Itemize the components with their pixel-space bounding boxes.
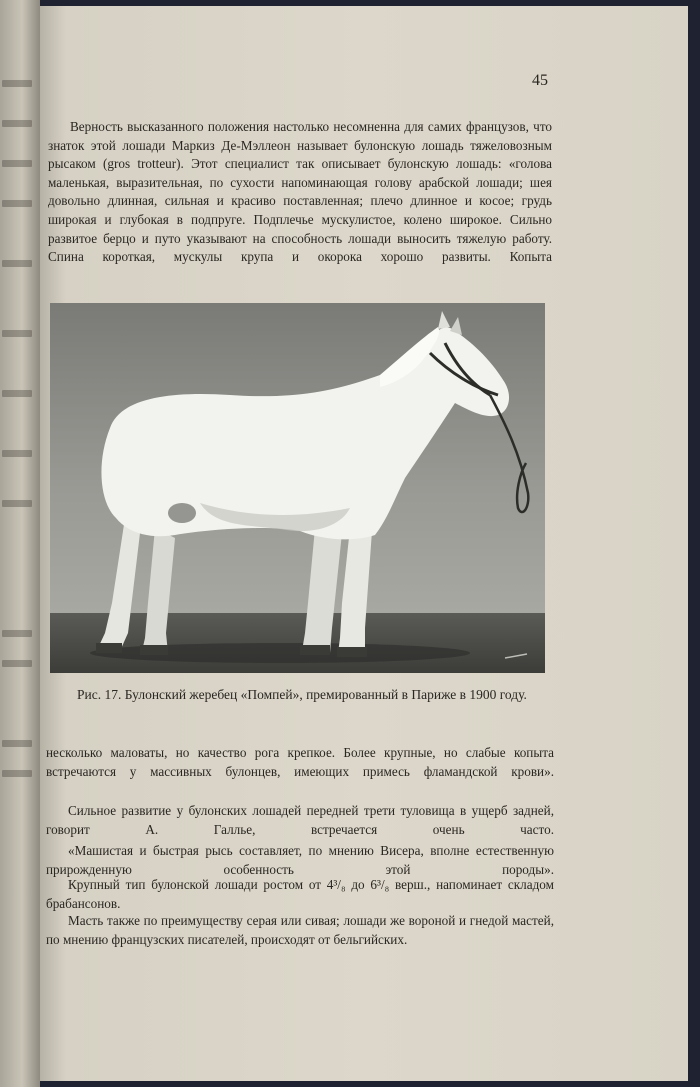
book-page <box>40 6 688 1081</box>
paragraph-top: Верность высказанного положения настолько несомненна для самих французов, что знаток этой лошади Маркиз Де-Мэллеон называет булонскую лошадь тяжеловозным рысаком (gros trotteur). Этот специалист так описывает булонскую лошадь: «голова маленькая, выразительная, по сухости напоминающая голову арабской лошади; шея довольно длинная, сильная и красиво поставленная; плечо длинное и косое; грудь широкая и глубокая в подпруге. Подплечье мускулистое, колено широкое. Сильно развитое берцо и путо указывают на способность лошади выносить тяжелую работу. Спина короткая, мускулы крупа и окорока хорошо развиты. Копыта <box>48 119 552 265</box>
horse-photo <box>50 303 545 673</box>
paragraph-gallier: Сильное развитие у булонских лошадей передней трети туловища в ущерб задней, говорит А. Галлье, встречается очень часто. <box>46 803 554 837</box>
paragraph-continuation: несколько маловаты, но качество рога крепкое. Более крупные, но слабые копыта встречаются у массивных булонцев, имеющих примесь фламандской крови». <box>46 745 554 779</box>
figure-caption: Рис. 17. Булонский жеребец «Помпей», премированный в Париже в 1900 году. <box>77 687 527 702</box>
adjacent-page-edge <box>0 0 40 1087</box>
paragraph-color: Масть также по преимуществу серая или сивая; лошади же вороной и гнедой мастей, по мнению французских писателей, происходят от бельгийских. <box>46 913 554 947</box>
page-number: 45 <box>532 72 548 89</box>
horse-illustration <box>50 303 545 673</box>
paragraph-viser: «Машистая и быстрая рысь составляет, по мнению Висера, вполне естественную прирожденную особенность этой породы». <box>46 843 554 877</box>
paragraph-height: Крупный тип булонской лошади ростом от 4³/₈ до 6³/₈ верш., напоминает складом брабансонов. <box>46 877 554 911</box>
